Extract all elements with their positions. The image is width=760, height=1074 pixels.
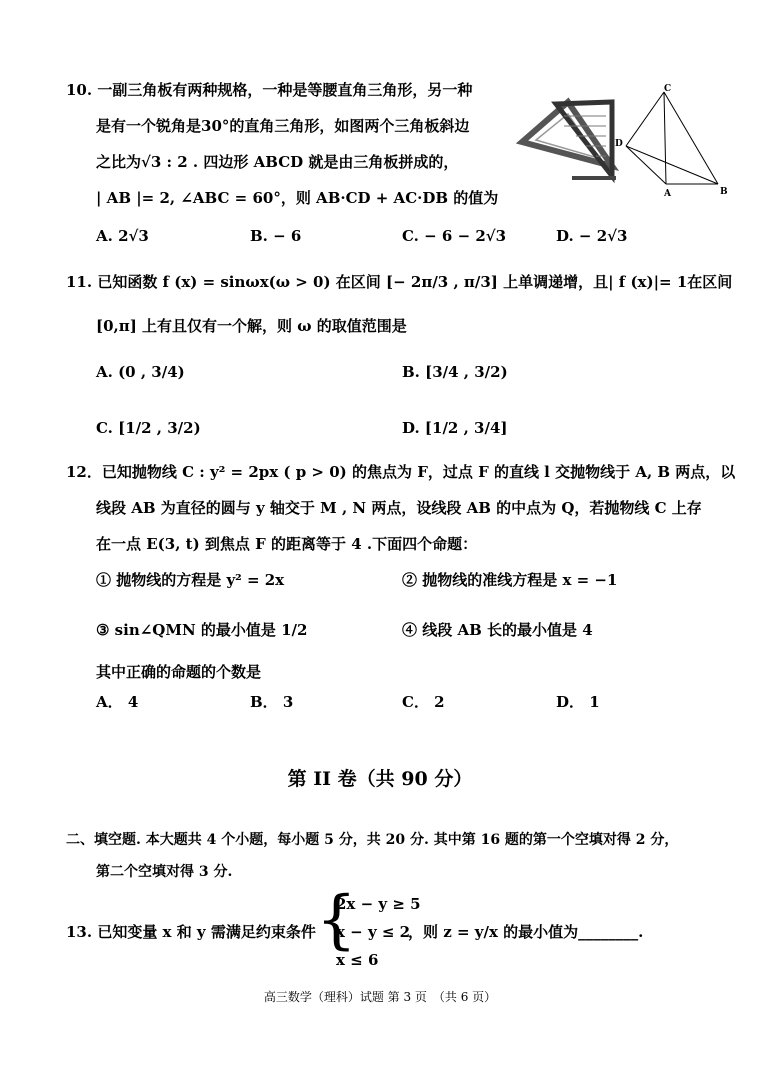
label-c: C bbox=[664, 84, 672, 94]
q11-option-a: A. (0 , 3/4) bbox=[96, 363, 185, 381]
q11-line-2: [0,π] 上有且仅有一个解，则 ω 的取值范围是 bbox=[96, 317, 407, 335]
part2-line-1: 二、填空题. 本大题共 4 个小题，每小题 5 分，共 20 分. 其中第 16 题的第一个空填对得 2 分， bbox=[66, 832, 679, 848]
q13-prefix: 13. 已知变量 x 和 y 需满足约束条件 bbox=[66, 923, 316, 941]
q11-option-b: B. [3/4 , 3/2) bbox=[402, 363, 508, 381]
q10-line-4: | AB |= 2, ∠ABC = 60°，则 AB·CD + AC·DB 的值为 bbox=[96, 189, 499, 207]
page-footer: 高三数学（理科）试题 第 3 页 （共 6 页） bbox=[263, 990, 497, 1004]
q13-constraint-3: x ≤ 6 bbox=[336, 951, 379, 969]
q12-proposition-3: ③ sin∠QMN 的最小值是 1/2 bbox=[96, 621, 308, 639]
q12-line-2: 线段 AB 为直径的圆与 y 轴交于 M , N 两点，设线段 AB 的中点为 Q，若抛物线 C 上存 bbox=[96, 499, 702, 517]
q10-option-a: A. 2√3 bbox=[96, 227, 149, 245]
q10-option-c: C. − 6 − 2√3 bbox=[402, 227, 507, 245]
q11-option-c: C. [1/2 , 3/2) bbox=[96, 419, 201, 437]
q12-proposition-1: ① 抛物线的方程是 y² = 2x bbox=[96, 571, 285, 589]
q13-constraint-1: 2x − y ≥ 5 bbox=[336, 895, 421, 913]
set-squares-photo bbox=[516, 96, 620, 192]
q12-line-3: 在一点 E(3, t) 到焦点 F 的距离等于 4 .下面四个命题： bbox=[96, 535, 478, 553]
label-d: D bbox=[615, 139, 623, 149]
q13-constraint-2: x − y ≤ 2 bbox=[336, 923, 411, 941]
q10-line-3: 之比为√3 : 2 . 四边形 ABCD 就是由三角板拼成的， bbox=[96, 153, 459, 171]
label-b: B bbox=[720, 187, 728, 197]
label-a: A bbox=[664, 189, 671, 198]
q12-option-d: D． 1 bbox=[556, 693, 600, 711]
q12-line-1: 12．已知抛物线 C : y² = 2px ( p > 0) 的焦点为 F，过点 F 的直线 l 交抛物线于 A, B 两点，以 bbox=[66, 463, 736, 481]
q10-line-1: 10. 一副三角板有两种规格，一种是等腰直角三角形，另一种 bbox=[66, 81, 473, 99]
q12-option-a: A． 4 bbox=[96, 693, 139, 711]
q12-option-c: C． 2 bbox=[402, 693, 445, 711]
q10-line-2: 是有一个锐角是30°的直角三角形，如图两个三角板斜边 bbox=[96, 117, 470, 135]
q12-proposition-2: ② 抛物线的准线方程是 x = −1 bbox=[402, 571, 618, 589]
section-title: 第 II 卷（共 90 分） bbox=[287, 768, 473, 790]
quadrilateral-abcd-diagram bbox=[608, 80, 758, 198]
q10-option-b: B. − 6 bbox=[250, 227, 302, 245]
q10-option-d: D. − 2√3 bbox=[556, 227, 628, 245]
q11-line-1: 11. 已知函数 f (x) = sinωx(ω > 0) 在区间 [− 2π/3 , π/3] 上单调递增，且| f (x)|= 1在区间 bbox=[66, 273, 733, 291]
q13-suffix: ，则 z = y/x 的最小值为________. bbox=[408, 923, 644, 941]
constraint-brace: { bbox=[316, 883, 357, 957]
q12-option-b: B． 3 bbox=[250, 693, 294, 711]
part2-line-2: 第二个空填对得 3 分. bbox=[96, 864, 233, 880]
q12-line-4: 其中正确的命题的个数是 bbox=[96, 663, 262, 681]
q11-option-d: D. [1/2 , 3/4] bbox=[402, 419, 508, 437]
q12-proposition-4: ④ 线段 AB 长的最小值是 4 bbox=[402, 621, 593, 639]
